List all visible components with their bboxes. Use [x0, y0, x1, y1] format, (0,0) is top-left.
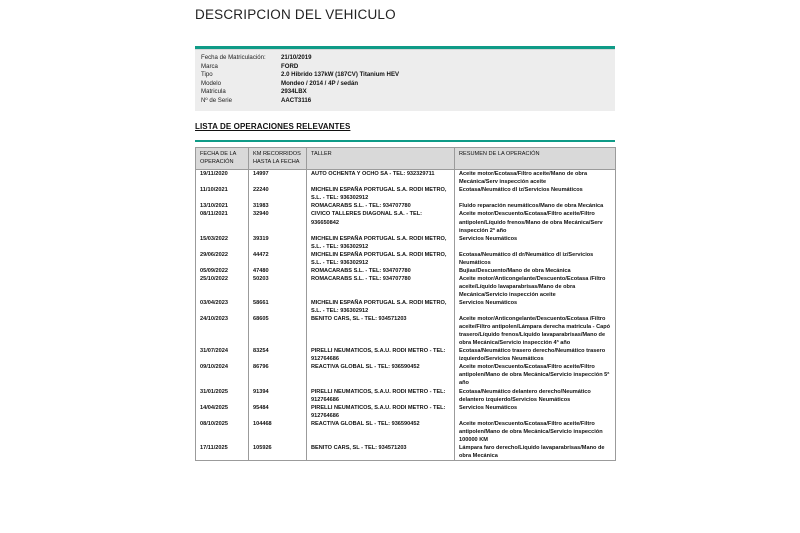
- cell-resumen: Ecotasa/Neumático dl iz/Servicios Neumáticos: [455, 186, 616, 202]
- cell-fecha: 25/10/2022: [196, 275, 249, 299]
- cell-fecha: 03/04/2023: [196, 299, 249, 315]
- cell-resumen: Aceite motor/Anticongelante/Descuento/Ecotasa /Filtro aceite/Líquido lavaparabrisas/Mano de obra Mecánica/Servicio inspección aceite: [455, 275, 616, 299]
- cell-taller: MICHELIN ESPAÑA PORTUGAL S.A. RODI METRO, S.L. - TEL: 936302912: [307, 299, 455, 315]
- info-value-matricula: 2934LBX: [281, 88, 307, 96]
- cell-taller: BENITO CARS, SL - TEL: 934571203: [307, 444, 455, 461]
- column-header-fecha: FECHA DE LA OPERACIÓN: [196, 148, 249, 170]
- cell-fecha: 08/10/2025: [196, 420, 249, 444]
- cell-taller: AUTO OCHENTA Y OCHO SA - TEL: 932329711: [307, 170, 455, 187]
- info-value-marca: FORD: [281, 62, 299, 70]
- cell-km: 14997: [249, 170, 307, 187]
- cell-fecha: 31/01/2025: [196, 388, 249, 404]
- table-row: [196, 210, 616, 234]
- vehicle-info-box: [195, 49, 615, 111]
- cell-taller: PIRELLI NEUMATICOS, S.A.U. RODI METRO - TEL: 912764686: [307, 347, 455, 363]
- cell-km: 105926: [249, 444, 307, 461]
- accent-bar-section: [195, 140, 615, 143]
- cell-km: 83254: [249, 347, 307, 363]
- cell-km: 32940: [249, 210, 307, 234]
- info-label-matriculacion: Fecha de Matriculación:: [201, 54, 266, 61]
- operations-table: [195, 147, 616, 461]
- cell-fecha: 05/09/2022: [196, 267, 249, 275]
- cell-fecha: 15/03/2022: [196, 235, 249, 251]
- cell-taller: CIVICO TALLERES DIAGONAL S.A. - TEL: 936650842: [307, 210, 455, 234]
- cell-fecha: 14/04/2025: [196, 404, 249, 420]
- vehicle-info-row: [201, 71, 615, 80]
- cell-taller: ROMACARABS S.L. - TEL: 934707780: [307, 267, 455, 275]
- cell-resumen: Aceite motor/Descuento/Ecotasa/Filtro aceite/Filtro antipolen/Mano de obra Mecánica/Servicio inspección 100000 KM: [455, 420, 616, 444]
- info-label-matricula: Matricula: [201, 88, 226, 96]
- cell-fecha: 13/10/2021: [196, 202, 249, 210]
- cell-taller: PIRELLI NEUMATICOS, S.A.U. RODI METRO - TEL: 912764686: [307, 388, 455, 404]
- vehicle-info-row: [201, 88, 615, 97]
- cell-km: 86796: [249, 363, 307, 387]
- cell-taller: ROMACARABS S.L. - TEL: 934707780: [307, 275, 455, 299]
- cell-fecha: 09/10/2024: [196, 363, 249, 387]
- cell-fecha: 11/10/2021: [196, 186, 249, 202]
- table-row: [196, 388, 616, 404]
- cell-km: 22240: [249, 186, 307, 202]
- info-label-serie: Nº de Serie: [201, 96, 233, 104]
- cell-resumen: Bujias/Descuento/Mano de obra Mecánica: [455, 267, 616, 275]
- table-row: [196, 363, 616, 387]
- page-title: DESCRIPCION DEL VEHICULO: [195, 7, 396, 22]
- table-row: [196, 267, 616, 275]
- cell-resumen: Lámpara faro derecho/Liquido lavaparabrisas/Mano de obra Mecánica: [455, 444, 616, 461]
- operations-table-body: [196, 170, 616, 461]
- cell-taller: REACTIVA GLOBAL SL - TEL: 936590452: [307, 363, 455, 387]
- info-value-matriculacion: 21/10/2019: [281, 54, 312, 61]
- vehicle-info-row: [201, 97, 615, 106]
- cell-km: 31983: [249, 202, 307, 210]
- cell-fecha: 29/06/2022: [196, 251, 249, 267]
- table-row: [196, 444, 616, 461]
- cell-taller: MICHELIN ESPAÑA PORTUGAL S.A. RODI METRO, S.L. - TEL: 936302912: [307, 251, 455, 267]
- table-row: [196, 235, 616, 251]
- column-header-resumen: RESUMEN DE LA OPERACIÓN: [455, 148, 616, 170]
- cell-resumen: Fluido reparación neumáticos/Mano de obra Mecánica: [455, 202, 616, 210]
- cell-taller: PIRELLI NEUMATICOS, S.A.U. RODI METRO - TEL: 912764686: [307, 404, 455, 420]
- table-row: [196, 315, 616, 347]
- cell-fecha: 24/10/2023: [196, 315, 249, 347]
- cell-km: 68605: [249, 315, 307, 347]
- vehicle-info-row: [201, 80, 615, 89]
- cell-resumen: Servicios Neumáticos: [455, 235, 616, 251]
- cell-resumen: Aceite motor/Ecotasa/Filtro aceite/Mano de obra Mecánica/Serv inspección aceite: [455, 170, 616, 187]
- cell-fecha: 17/11/2025: [196, 444, 249, 461]
- cell-resumen: Aceite motor/Descuento/Ecotasa/Filtro aceite/Filtro antipolen/Mano de obra Mecánica/Servicio inspección 5ª año: [455, 363, 616, 387]
- cell-km: 104468: [249, 420, 307, 444]
- cell-taller: REACTIVA GLOBAL SL - TEL: 936590452: [307, 420, 455, 444]
- cell-taller: BENITO CARS, SL - TEL: 934571203: [307, 315, 455, 347]
- info-value-serie: AACT3116: [281, 96, 312, 104]
- vehicle-info-row: [201, 54, 615, 63]
- document-page: [195, 0, 615, 461]
- table-row: [196, 299, 616, 315]
- cell-resumen: Aceite motor/Descuento/Ecotasa/Filtro aceite/Filtro antipolen/Líquido frenos/Mano de obra Mecánica/Serv inspección 2ª año: [455, 210, 616, 234]
- info-label-modelo: Modelo: [201, 79, 221, 87]
- info-value-tipo: 2.0 Hibrido 137kW (187CV) Titanium HEV: [281, 71, 400, 79]
- table-row: [196, 186, 616, 202]
- cell-taller: ROMACARABS S.L. - TEL: 934707780: [307, 202, 455, 210]
- table-row: [196, 202, 616, 210]
- table-row: [196, 420, 616, 444]
- table-row: [196, 404, 616, 420]
- cell-fecha: 19/11/2020: [196, 170, 249, 187]
- info-label-marca: Marca: [201, 62, 218, 70]
- info-label-tipo: Tipo: [201, 71, 213, 79]
- table-row: [196, 275, 616, 299]
- table-row: [196, 170, 616, 187]
- vehicle-info-row: [201, 63, 615, 72]
- cell-km: 58661: [249, 299, 307, 315]
- info-value-modelo: Mondeo / 2014 / 4P / sedán: [281, 79, 359, 87]
- cell-km: 39319: [249, 235, 307, 251]
- cell-km: 47480: [249, 267, 307, 275]
- table-row: [196, 251, 616, 267]
- section-title-operaciones: LISTA DE OPERACIONES RELEVANTES: [195, 121, 351, 131]
- cell-fecha: 31/07/2024: [196, 347, 249, 363]
- cell-km: 95484: [249, 404, 307, 420]
- column-header-km: KM RECORRIDOS HASTA LA FECHA: [249, 148, 307, 170]
- cell-resumen: Ecotasa/Neumático trasero derecho/Neumático trasero izquierdo/Servicios Neumáticos: [455, 347, 616, 363]
- cell-taller: MICHELIN ESPAÑA PORTUGAL S.A. RODI METRO, S.L. - TEL: 936302912: [307, 186, 455, 202]
- cell-resumen: Ecotasa/Neumático dl dr/Neumático dl iz/Servicios Neumáticos: [455, 251, 616, 267]
- table-row: [196, 347, 616, 363]
- cell-km: 44472: [249, 251, 307, 267]
- cell-km: 91394: [249, 388, 307, 404]
- cell-resumen: Servicios Neumáticos: [455, 404, 616, 420]
- cell-fecha: 08/11/2021: [196, 210, 249, 234]
- cell-resumen: Aceite motor/Anticongelante/Descuento/Ecotasa /Filtro aceite/Filtro antipolen/Lámpara derecha matricula - Capó trasero/Líquido frenos/Líquido lavaparabrisas/Mano de obra Mecánica/Servicio inspección 4ª año: [455, 315, 616, 347]
- table-header-row: [196, 148, 616, 170]
- cell-taller: MICHELIN ESPAÑA PORTUGAL S.A. RODI METRO, S.L. - TEL: 936302912: [307, 235, 455, 251]
- cell-km: 50203: [249, 275, 307, 299]
- column-header-taller: TALLER: [307, 148, 455, 170]
- cell-resumen: Ecotasa/Neumático delantero derecho/Neumático delantero izquierdo/Servicios Neumáticos: [455, 388, 616, 404]
- cell-resumen: Servicios Neumáticos: [455, 299, 616, 315]
